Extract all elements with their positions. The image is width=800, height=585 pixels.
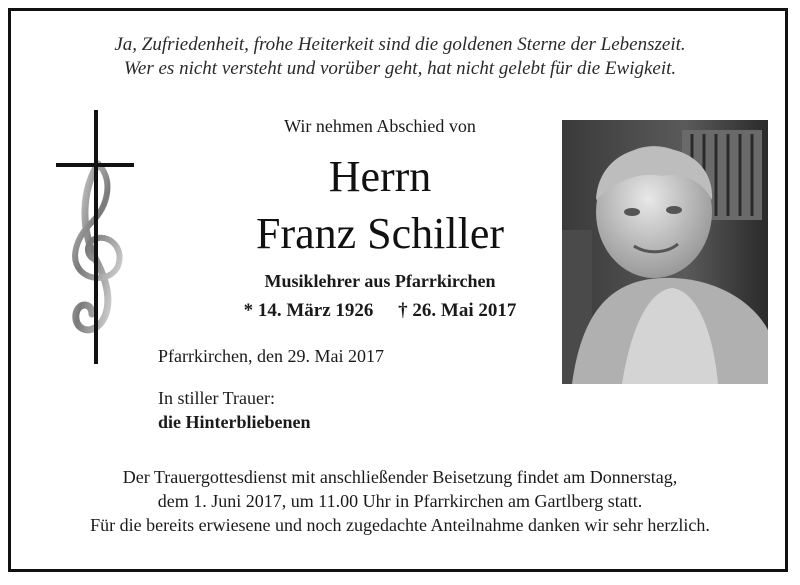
occupation: Musiklehrer aus Pfarrkirchen: [264, 271, 496, 291]
death-date: † 26. Mai 2017: [398, 300, 517, 321]
intro-text: Wir nehmen Abschied von: [284, 116, 476, 136]
place-date: Pfarrkirchen, den 29. Mai 2017: [158, 346, 384, 366]
birth-date: * 14. März 1926: [243, 300, 374, 321]
deceased-name: Franz Schiller: [255, 209, 505, 258]
deceased-title: Herrn: [328, 152, 432, 201]
footer-line-2: dem 1. Juni 2017, um 11.00 Uhr in Pfarrkirchen am Gartlberg statt.: [157, 491, 643, 511]
poem-line-2: Wer es nicht versteht und vorüber geht, hat nicht gelebt für die Ewigkeit.: [123, 58, 677, 79]
grief-label: In stiller Trauer:: [158, 388, 275, 408]
portrait-photo: [562, 120, 768, 384]
cross-with-treble-clef-icon: [52, 110, 142, 366]
footer-line-3: Für die bereits erwiesene und noch zugedachte Anteilnahme danken wir sehr herzlich.: [90, 515, 710, 535]
footer-line-1: Der Trauergottesdienst mit anschließender Beisetzung findet am Donnerstag,: [122, 467, 678, 487]
survivors: die Hinterbliebenen: [158, 412, 311, 432]
life-dates: [180, 300, 580, 322]
poem-line-1: Ja, Zufriedenheit, frohe Heiterkeit sind die goldenen Sterne der Lebenszeit.: [114, 34, 686, 55]
